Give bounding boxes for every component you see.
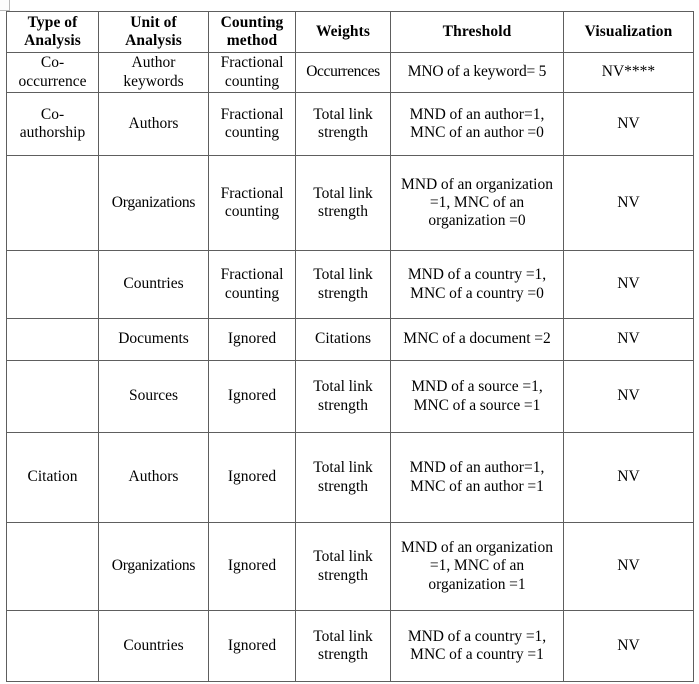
cell-threshold: MND of a source =1, MNC of a source =1: [391, 361, 564, 433]
cell-type-of-analysis: [7, 251, 99, 319]
cell-counting-method: Ignored: [209, 523, 296, 611]
cell-unit-of-analysis: Authors: [99, 93, 209, 156]
cell-type-of-analysis: [7, 319, 99, 361]
cell-weights: Citations: [296, 319, 391, 361]
cell-visualization: NV: [564, 433, 694, 523]
cell-threshold: MNC of a document =2: [391, 319, 564, 361]
table-row: [7, 523, 694, 611]
cell-visualization: NV: [564, 251, 694, 319]
cell-threshold: MND of an author=1, MNC of an author =1: [391, 433, 564, 523]
column-header-unit-of-analysis: [99, 12, 209, 53]
cell-weights: Total link strength: [296, 433, 391, 523]
cell-counting-method: Ignored: [209, 611, 296, 682]
header-line-1: Counting: [220, 14, 284, 32]
header-line-2: method: [226, 32, 278, 49]
cell-threshold: MND of a country =1, MNC of a country =0: [391, 251, 564, 319]
cell-counting-method: Ignored: [209, 361, 296, 433]
table-header-row: [7, 12, 694, 53]
cell-weights: Occurrences: [296, 53, 391, 93]
cell-type-of-analysis: Co-occurrence: [7, 53, 99, 93]
cell-weights: Total link strength: [296, 93, 391, 156]
cell-type-of-analysis: Citation: [7, 433, 99, 523]
cell-threshold: MND of a country =1, MNC of a country =1: [391, 611, 564, 682]
column-header-type-of-analysis: [7, 12, 99, 53]
cell-type-of-analysis: [7, 611, 99, 682]
cell-weights: Total link strength: [296, 156, 391, 251]
cell-weights: Total link strength: [296, 611, 391, 682]
cell-visualization: NV: [564, 361, 694, 433]
table-row: [7, 361, 694, 433]
cell-counting-method: Fractional counting: [209, 251, 296, 319]
cell-unit-of-analysis: Sources: [99, 361, 209, 433]
cell-weights: Total link strength: [296, 361, 391, 433]
table-row: [7, 156, 694, 251]
cell-type-of-analysis: [7, 523, 99, 611]
cell-counting-method: Fractional counting: [209, 93, 296, 156]
cell-threshold: MND of an author=1, MNC of an author =0: [391, 93, 564, 156]
cell-type-of-analysis: [7, 361, 99, 433]
cell-counting-method: Fractional counting: [209, 156, 296, 251]
cell-unit-of-analysis: Documents: [99, 319, 209, 361]
cell-visualization: NV: [564, 93, 694, 156]
cell-visualization: NV: [564, 523, 694, 611]
table-row: [7, 93, 694, 156]
cell-threshold: MND of an organization =1, MNC of an organization =1: [391, 523, 564, 611]
cell-weights: Total link strength: [296, 523, 391, 611]
table-row: [7, 433, 694, 523]
table-row: [7, 53, 694, 93]
cell-unit-of-analysis: Author keywords: [99, 53, 209, 93]
cell-type-of-analysis: Co-authorship: [7, 93, 99, 156]
table-row: [7, 251, 694, 319]
cell-unit-of-analysis: Organizations: [99, 523, 209, 611]
cell-threshold: MNO of a keyword= 5: [391, 53, 564, 93]
header-line-1: Type of: [27, 14, 78, 32]
cell-unit-of-analysis: Organizations: [99, 156, 209, 251]
cell-counting-method: Fractional counting: [209, 53, 296, 93]
cell-unit-of-analysis: Authors: [99, 433, 209, 523]
cell-visualization: NV****: [564, 53, 694, 93]
cell-counting-method: Ignored: [209, 433, 296, 523]
header-line-1: Unit of: [130, 14, 177, 32]
cell-counting-method: Ignored: [209, 319, 296, 361]
cell-visualization: NV: [564, 611, 694, 682]
column-header-counting-method: [209, 12, 296, 53]
table-row: [7, 611, 694, 682]
table-row: [7, 319, 694, 361]
column-header-visualization: Visualization: [564, 12, 694, 53]
table-header: [7, 12, 694, 53]
table-body: [7, 53, 694, 682]
cell-weights: Total link strength: [296, 251, 391, 319]
analysis-parameters-table: [6, 11, 694, 682]
column-header-weights: Weights: [296, 12, 391, 53]
cell-unit-of-analysis: Countries: [99, 611, 209, 682]
header-line-2: Analysis: [24, 32, 81, 49]
cell-visualization: NV: [564, 319, 694, 361]
cell-visualization: NV: [564, 156, 694, 251]
cell-unit-of-analysis: Countries: [99, 251, 209, 319]
header-line-2: Analysis: [125, 32, 182, 49]
scan-artifact: [0, 0, 10, 11]
cell-type-of-analysis: [7, 156, 99, 251]
cell-threshold: MND of an organization =1, MNC of an organization =0: [391, 156, 564, 251]
column-header-threshold: Threshold: [391, 12, 564, 53]
analysis-parameters-table-container: [6, 11, 693, 681]
